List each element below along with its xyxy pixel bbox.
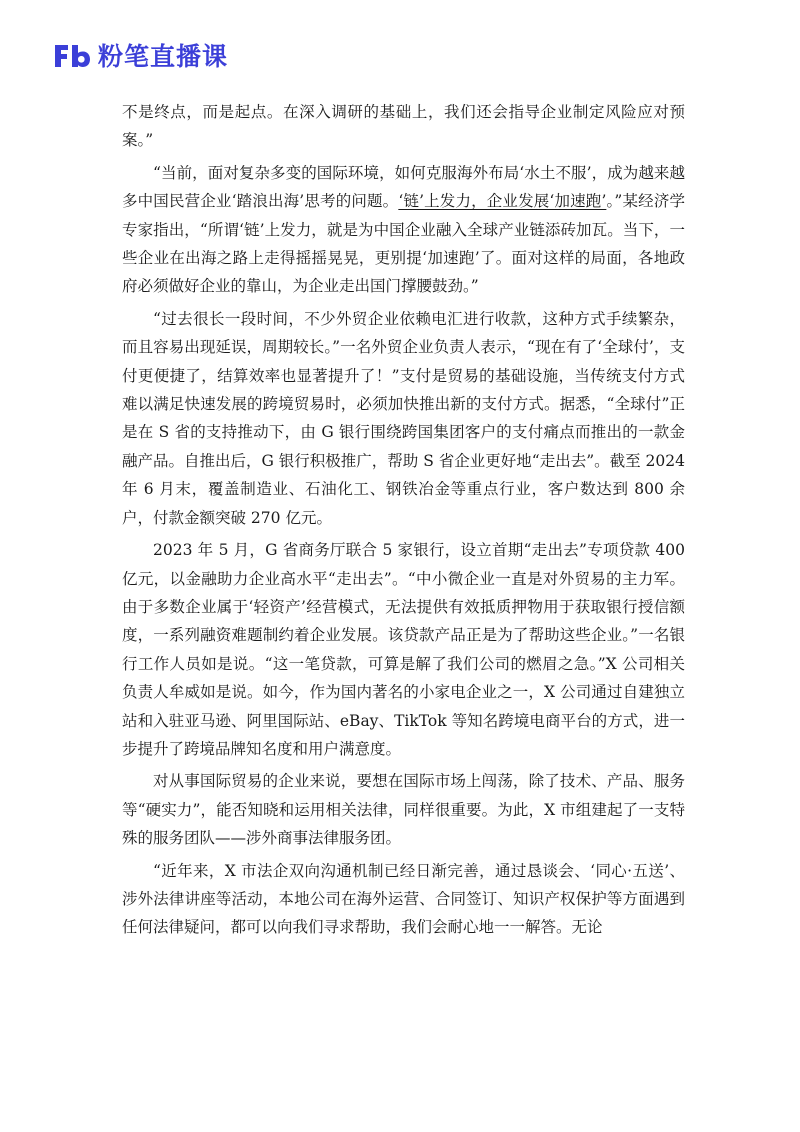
text-segment: 不是终点，而是起点。在深入调研的基础上，我们还会指导企业制定风险应对预案。” (122, 103, 685, 150)
text-segment: 。”某经济学专家指出，“所谓‘链’上发力，就是为中国企业融入全球产业链添砖加瓦。当下，一些企业在出海之路上走得摇摇晃晃，更别提‘加速跑’了。面对这样的局面，各地政府必须做好企业的靠山，为企业走出国门撑腰鼓劲。” (122, 192, 685, 296)
paragraph (122, 305, 685, 532)
paragraph (122, 767, 685, 852)
fb-logo-icon (52, 41, 92, 71)
brand-logo (52, 38, 228, 74)
article-body (122, 98, 685, 942)
text-segment: “过去很长一段时间，不少外贸企业依赖电汇进行收款，这种方式手续繁杂，而且容易出现延误，周期较长。”一名外贸企业负责人表示，“现在有了‘全球付’，支付更便捷了，结算效率也显著提升了！”支付是贸易的基础设施，当传统支付方式难以满足快速发展的跨境贸易时，必须加快推出新的支付方式。据悉，“全球付”正是在 S 省的支持推动下，由 G 银行围绕跨国集团客户的支付痛点而推出的一款金融产品。自推出后，G 银行积极推广，帮助 S 省企业更好地“走出去”。截至 2024 年 6 月末，覆盖制造业、石油化工、钢铁冶金等重点行业，客户数达到 800 余户，付款金额突破 270 亿元。 (122, 309, 686, 527)
paragraph (122, 857, 685, 942)
paragraph (122, 98, 685, 155)
paragraph (122, 159, 685, 301)
underlined-text-segment: ‘链’上发力，企业发展‘加速跑’ (398, 192, 607, 211)
paragraph (122, 536, 685, 763)
brand-name: 粉笔直播课 (98, 41, 229, 71)
text-segment: “当前，面对复杂多变的国际环境，如何克服海外布局‘水土不服’，成为越来越多中国民营企业‘踏浪出海’思考的问题。 (122, 163, 685, 211)
text-segment: “近年来，X 市法企双向沟通机制已经日渐完善，通过恳谈会、‘同心·五送’、涉外法律讲座等活动，本地公司在海外运营、合同签订、知识产权保护等方面遇到任何法律疑问，都可以向我们寻求帮助，我们会耐心地一一解答。无论 (122, 861, 685, 937)
text-segment: 2023 年 5 月，G 省商务厅联合 5 家银行，设立首期“走出去”专项贷款 400 亿元，以金融助力企业高水平“走出去”。“中小微企业一直是对外贸易的主力军。由于多数企业属于‘轻资产’经营模式，无法提供有效抵质押物用于获取银行授信额度，一系列融资难题制约着企业发展。该贷款产品正是为了帮助这些企业。”一名银行工作人员如是说。“这一笔贷款，可算是解了我们公司的燃眉之急。”X 公司相关负责人牟威如是说。如今，作为国内著名的小家电企业之一，X 公司通过自建独立站和入驻亚马逊、阿里国际站、eBay、TikTok 等知名跨境电商平台的方式，进一步提升了跨境品牌知名度和用户满意度。 (122, 541, 685, 758)
text-segment: 对从事国际贸易的企业来说，要想在国际市场上闯荡，除了技术、产品、服务等“硬实力”，能否知晓和运用相关法律，同样很重要。为此，X 市组建起了一支特殊的服务团队——涉外商事法律服务团。 (122, 772, 685, 848)
